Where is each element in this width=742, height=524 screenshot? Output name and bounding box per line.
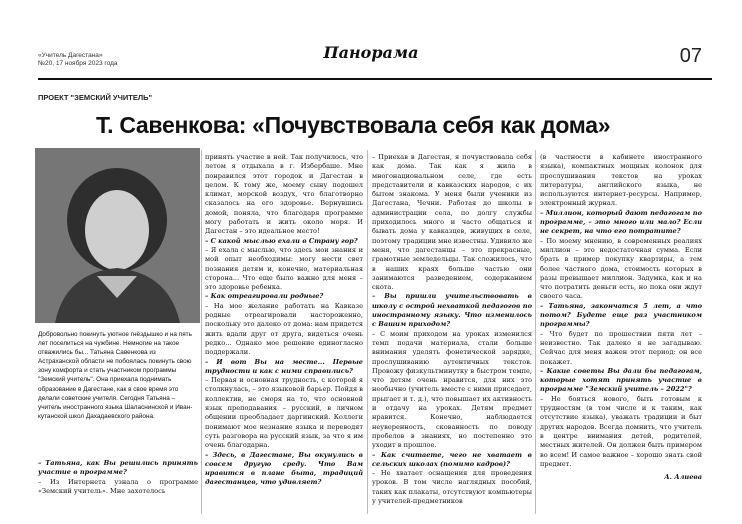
interview-answer: – Не хватает оснащения для проведения уроков. В том числе наглядных пособий, таких как плакаты, отсутствуют компьютеры у учителей-предметников <box>372 469 532 505</box>
interview-question: – С какой мыслью ехали в Страну гор? <box>205 236 358 245</box>
interview-question: – Как отреагировали родные? <box>205 292 324 301</box>
section-title: Панорама <box>323 43 419 62</box>
page-number: 07 <box>679 45 702 67</box>
column-divider <box>367 150 368 514</box>
article-headline: Т. Савенкова: «Почувствовала себя как дома» <box>96 112 611 138</box>
interview-question: – Какие советы Вы дали бы педагогам, которые хотят принять участие в программе "Земский учитель – 2022"? <box>540 366 702 394</box>
interview-answer: – На мое желание работать на Кавказе родные отреагировали настороженно, поскольку это далеко от дома: нам придется жить вдали друг от друга, видеться очень редко... Однако мое решение единогласно поддержали. <box>205 301 363 357</box>
portrait-photo <box>35 148 200 323</box>
photo-caption: Добровольно покинуть уютное гнёздышко и на пять лет поселиться на чужбине. Немногие на такое отважились бы... Татьяна Савенкова из Астраханской области не побоялась покинуть свою зону комфорта и стать участником программы "Земский учитель". Она приехала поднимать образование в Дагестане, как в свое время это делали советские учителя. Сегодня Татьяна – учитель иностранного языка Шаласнинской и Иван-кутанской школ Дахадаевского района. <box>38 331 193 420</box>
interview-answer: принять участие в ней. Так получилось, что летом я отдыхала в г. Избербаше. Мне понравился этот городок и Дагестан в целом. К тому же, моему сыну подошел климат, морской воздух, что благотворно сказалось на его здоровье. Вернувшись домой, поняла, что благодаря программе могу работать и жить около моря. И Дагестан – это идеальное место! <box>205 153 363 236</box>
article-column-4 <box>540 153 702 482</box>
article-column-3 <box>372 153 532 506</box>
interview-question: – Миллион, который дают педагогам по программе, – это много или мало? Если не секрет, на что его потратите? <box>540 208 702 236</box>
header-rule <box>38 78 712 80</box>
interview-answer: – Приехав в Дагестан, я почувствовала себя как дома. Так как я жила в многонациональном селе, где есть представители и кавказских народов, с их бытом знакома. У меня были ученики из Дагестана, Чечни. Работая до школы в администрации села, по долгу службы приходилось много и часто общаться и бывать дома у кавказцев, живущих в селе, поэтому традиции мне известны. Удивило же меня, что дагестанцы – это прекрасные, грамотные земледельцы. Так сложилось, что в наших краях больше частью они занимаются разведением, содержанием скота. <box>372 153 533 292</box>
newspaper-name: «Учитель Дагестана» <box>38 52 103 59</box>
interview-question: – Татьяна, закончатся 5 лет, а что потом? Будете еще раз участником программы? <box>540 301 702 329</box>
project-label: ПРОЕКТ "ЗЕМСКИЙ УЧИТЕЛЬ" <box>38 93 153 102</box>
interview-question: – Как считаете, чего не хватает в сельских школах (помимо кадров)? <box>372 450 532 468</box>
interview-answer: (в частности в кабинете иностранного языка), компактных мощных колонок для прослушивания текстов на уроках литературы, английского языка, не используются интернет-ресурсы. Например, электронный журнал. <box>540 153 702 208</box>
article-column-2 <box>205 153 363 488</box>
interview-answer: – С моим приходом на уроках изменился темп подачи материала, стали больше внимания уделять фонетической зарядке, прослушиванию аутентичных текстов. Провожу физкультминутку в быстром темпе, что детям очень нравится, для них это необычно (учитель вместе с ними приседает, прыгает и т. д.), что повышает их активность и отдачу на уроках. Детям предмет нравится. Конечно, наблюдается неуверенность, скованность по поводу пробелов в знаниях, но постепенно это уходит в прошлое. <box>372 329 532 450</box>
column-divider <box>535 150 536 514</box>
column-divider <box>201 150 202 514</box>
issue-date: №20, 17 ноября 2023 года <box>38 60 118 67</box>
interview-answer: – Что будет по прошествии пяти лет – неизвестно. Так далеко я не загадываю. Сейчас для меня важен этот период: он все покажет. <box>540 329 702 366</box>
interview-answer: – По моему мнению, в современных реалиях миллион – это недостаточная сумма. Если брать в пример покупку квартиры, а тем более частного дома, стоимость которых в разы превышает миллион. Задумка, как и на что потратить деньги есть, но пока они ждут своего часа. <box>540 236 702 301</box>
interview-question: – Татьяна, как Вы решились принять участие в программе? <box>38 459 198 477</box>
interview-answer: – Не бояться нового, быть готовым к трудностям (в том числе и к таким, как отсутствие языка), уважать традиции и быт других народов. Всегда помнить, что учитель в центре внимания детей, родителей, местных жителей. Он должен быть примером во всем! И самое важное – хорошо знать свой предмет. <box>540 394 702 468</box>
interview-answer: – Из Интернета узнала о программе «Земский учитель». Мне захотелось <box>38 477 198 495</box>
interview-question: – И вот Вы на месте... Первые трудности и как с ними справились? <box>205 357 363 375</box>
author-signature: А. Алиева <box>664 473 702 482</box>
article-column-1 <box>38 459 198 496</box>
interview-question: – Вы пришли учительствовать в школу с острой нехваткой педагогов по иностранному языку. Что изменилось с Вашим приходом? <box>372 292 532 329</box>
interview-answer: – Первая и основная трудность, с которой я столкнулась, – это языковой барьер. Пойдя в коллектив, не сморя на то, что основной язык преподавания – русский, в личном общении преобладает даргинский. Коллеги понимают мое незнание языка и переводят суть разговора на русский язык, за что я им очень благодарна. <box>205 376 363 450</box>
interview-question: – Здесь, в Дагестане, Вы окунулись в совсем другую среду. Что Вам нравится в плане быта, традиций дагестанцев, что удивляет? <box>205 450 363 487</box>
interview-answer: – Я ехала с мыслью, что здесь мои знания и мой опыт необходимы: могу нести свет познания детям и, конечно, материальная сторона... Что еще было важно для меня – это здоровье ребенка. <box>205 245 363 292</box>
